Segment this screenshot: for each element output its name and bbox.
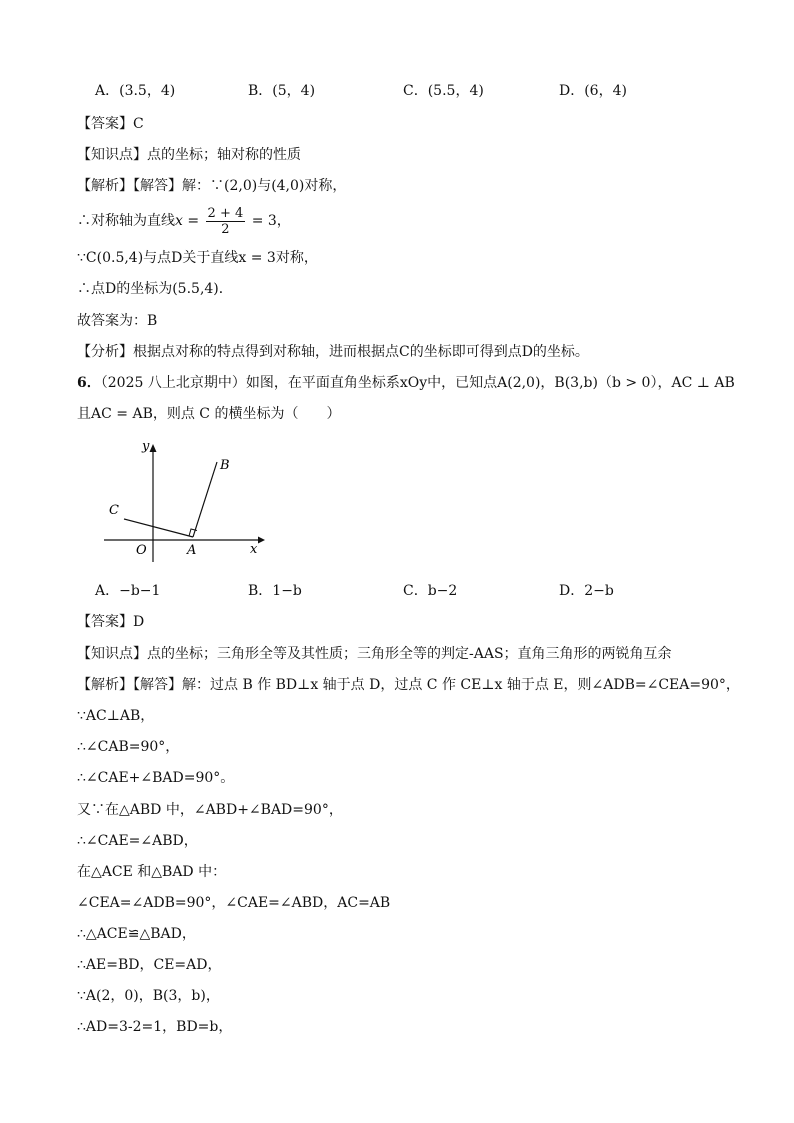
label-a: A xyxy=(187,543,197,558)
q6-analysis-line-10: ∴AE=BD，CE=AD， xyxy=(77,957,222,973)
q6-answer: D xyxy=(133,614,145,630)
q6-knowledge: 点的坐标；三角形全等及其性质；三角形全等的判定-AAS；直角三角形的两锐角互余 xyxy=(147,646,672,662)
x-axis-arrow xyxy=(258,537,265,544)
q6-figure xyxy=(100,438,270,568)
q5-fenxi-line xyxy=(77,342,589,362)
q6-knowledge-line xyxy=(77,644,672,664)
q6-choice-a: A．−b−1 xyxy=(95,583,161,599)
q5-analysis-line-3: ∵C(0.5,4)与点D关于直线x = 3对称， xyxy=(77,250,318,266)
q6-analysis-line-5: 又∵在△ABD 中，∠ABD+∠BAD=90°， xyxy=(77,802,343,818)
q6-stem-line-2: 且AC = AB，则点 C 的横坐标为（ ） xyxy=(77,406,341,422)
label-o: O xyxy=(136,543,147,558)
q5-knowledge-line xyxy=(77,145,301,165)
q5-fraction xyxy=(206,206,246,237)
q6-analysis-line-4: ∴∠CAE+∠BAD=90°。 xyxy=(77,770,235,786)
q6-answer-line xyxy=(77,612,144,632)
label-x: x xyxy=(250,542,258,557)
coordinate-diagram xyxy=(100,438,270,568)
q5-choice-b: B．(5，4) xyxy=(248,83,316,99)
q6-analysis-line-12: ∴AD=3-2=1，BD=b， xyxy=(77,1019,233,1035)
q5-fenxi: 根据点对称的特点得到对称轴，进而根据点C的坐标即可得到点D的坐标。 xyxy=(133,344,589,360)
q5-analysis-2-post: = 3， xyxy=(247,213,291,229)
analysis-tag: 【解析】【解答】 xyxy=(77,178,182,194)
q6-choice-b: B．1−b xyxy=(248,583,302,599)
q5-eq-sign: = xyxy=(182,213,204,229)
q5-analysis-line-2 xyxy=(77,204,291,238)
y-axis-arrow xyxy=(150,444,157,452)
fraction-denominator: 2 xyxy=(221,221,230,237)
q5-analysis-2-pre: ∴对称轴为直线 xyxy=(77,213,175,229)
answer-tag: 【答案】 xyxy=(77,614,133,630)
q6-analysis-line-9: ∴△ACE≌△BAD， xyxy=(77,926,196,942)
q5-analysis-line-4: ∴点D的坐标为(5.5,4)． xyxy=(77,281,233,297)
analysis-tag: 【解析】【解答】 xyxy=(77,677,182,693)
q5-analysis-line-5: 故答案为：B xyxy=(77,313,158,329)
label-y: y xyxy=(142,439,150,454)
q6-analysis-line-2: ∵AC⊥AB， xyxy=(77,708,155,724)
fraction-numerator: 2 + 4 xyxy=(207,205,244,221)
q6-analysis-line-7: 在△ACE 和△BAD 中： xyxy=(77,864,227,880)
q6-analysis-line-3: ∴∠CAB=90°， xyxy=(77,739,180,755)
q6-stem-1: 如图，在平面直角坐标系xOy中，已知点A(2,0)，B(3,b)（b > 0），AC ⊥ AB xyxy=(245,375,735,391)
q5-answer: C xyxy=(133,116,144,132)
q6-choice-d: D．2−b xyxy=(559,583,614,599)
q5-answer-line xyxy=(77,114,144,134)
q5-analysis-1: 解：∵(2,0)与(4,0)对称， xyxy=(182,178,347,194)
q6-source: （2025 八上北京期中） xyxy=(100,375,246,391)
q5-choice-c: C．(5.5，4) xyxy=(403,83,484,99)
knowledge-tag: 【知识点】 xyxy=(77,147,147,163)
q5-choice-a: A．(3.5，4) xyxy=(95,83,176,99)
q6-analysis-line-6: ∴∠CAE=∠ABD， xyxy=(77,833,198,849)
answer-tag: 【答案】 xyxy=(77,116,133,132)
q5-var-x: x xyxy=(175,213,183,229)
q6-analysis-line-8: ∠CEA=∠ADB=90°，∠CAE=∠ABD，AC=AB xyxy=(77,895,391,911)
q5-analysis-line-1 xyxy=(77,176,346,196)
label-c: C xyxy=(109,503,119,518)
segment-ab xyxy=(193,462,217,537)
right-angle-marker xyxy=(189,529,197,536)
q6-analysis-1: 解：过点 B 作 BD⊥x 轴于点 D，过点 C 作 CE⊥x 轴于点 E，则∠ADB=∠CEA=90°， xyxy=(182,677,740,693)
segment-ac xyxy=(124,519,193,537)
q6-number: 6． xyxy=(77,375,101,391)
fenxi-tag: 【分析】 xyxy=(77,344,133,360)
knowledge-tag: 【知识点】 xyxy=(77,646,147,662)
label-b: B xyxy=(220,458,230,473)
q6-stem-line-1 xyxy=(77,373,735,393)
q6-choice-c: C．b−2 xyxy=(403,583,458,599)
q6-analysis-line-11: ∵A(2，0)，B(3，b)， xyxy=(77,988,220,1004)
q6-analysis-line-1 xyxy=(77,675,740,695)
q5-knowledge: 点的坐标；轴对称的性质 xyxy=(147,147,301,163)
q5-choice-d: D．(6，4) xyxy=(559,83,627,99)
